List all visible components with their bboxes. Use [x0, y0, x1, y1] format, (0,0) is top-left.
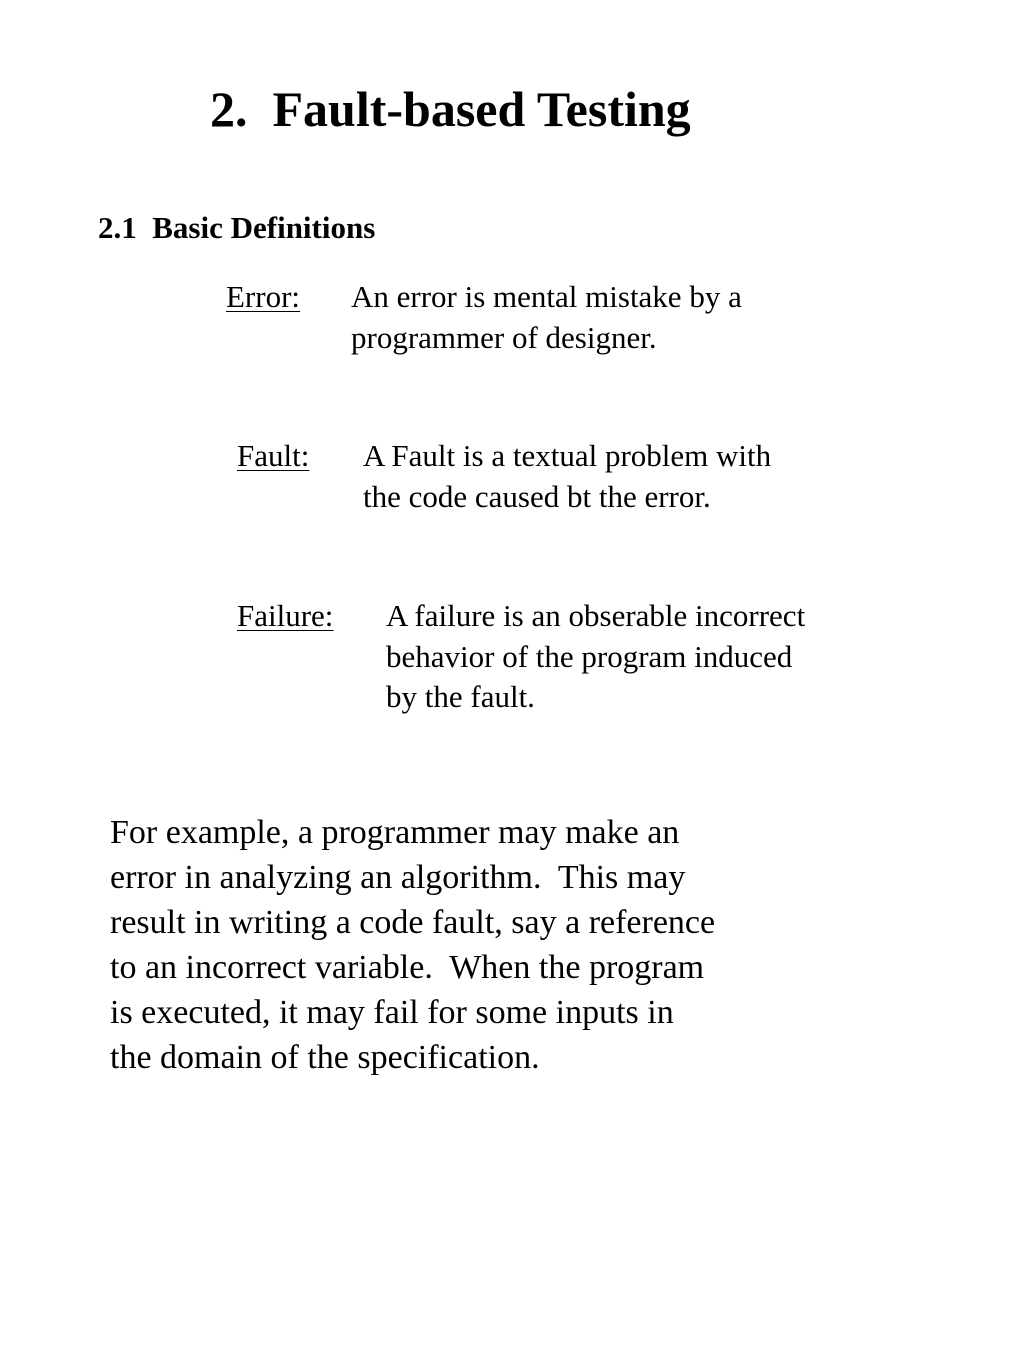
definition-text-line: by the fault.	[386, 679, 535, 714]
definition-text-line: A Fault is a textual problem with	[363, 438, 772, 473]
definition-term-failure: Failure:	[237, 598, 334, 633]
example-line: to an incorrect variable. When the program	[110, 949, 705, 986]
section-heading: 2.1 Basic Definitions	[98, 210, 376, 245]
page-title: 2. Fault-based Testing	[210, 81, 691, 137]
definition-term-error: Error:	[226, 279, 301, 314]
example-line: is executed, it may fail for some inputs in	[110, 994, 674, 1031]
definition-text-line: behavior of the program induced	[386, 639, 793, 674]
definition-text-line: the code caused bt the error.	[363, 479, 711, 514]
example-line: result in writing a code fault, say a reference	[110, 904, 716, 941]
definition-term-fault: Fault:	[237, 438, 310, 473]
example-line: the domain of the specification.	[110, 1039, 540, 1076]
definition-text-line: A failure is an obserable incorrect	[386, 598, 806, 633]
example-line: For example, a programmer may make an	[110, 814, 680, 851]
example-line: error in analyzing an algorithm. This may	[110, 859, 686, 896]
definition-text-line: An error is mental mistake by a	[351, 279, 742, 314]
definition-text-line: programmer of designer.	[351, 320, 657, 355]
